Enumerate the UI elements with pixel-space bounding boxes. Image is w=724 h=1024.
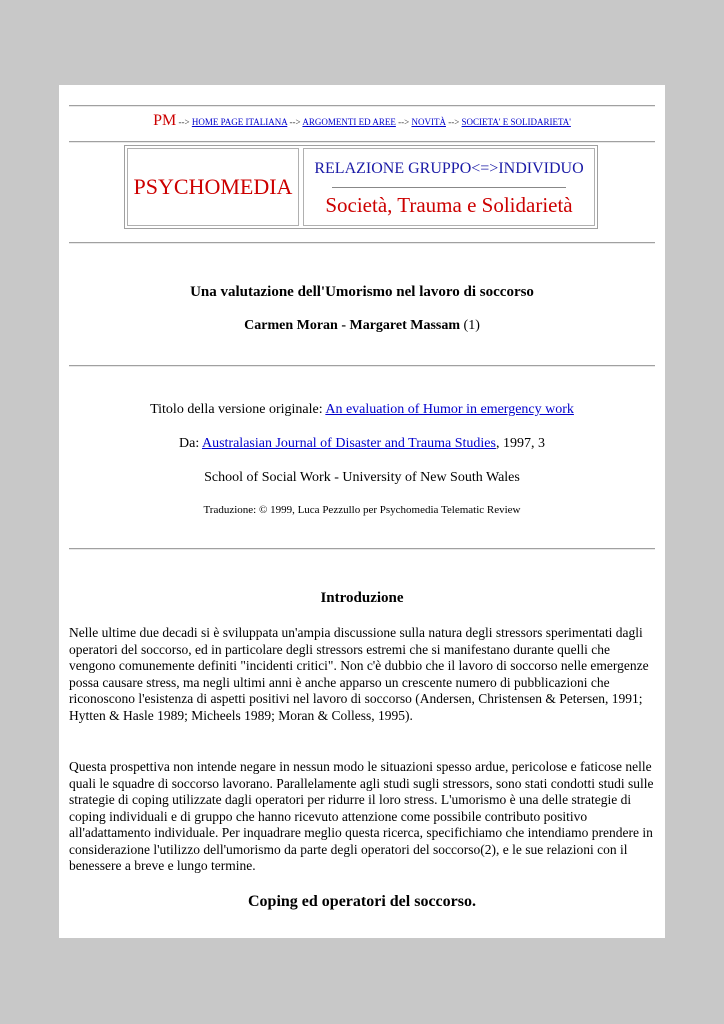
brand-title: PSYCHOMEDIA [127, 148, 299, 226]
source-line: Da: Australasian Journal of Disaster and Trauma Studies, 1997, 3 [179, 436, 545, 451]
nav-link-argomenti[interactable]: ARGOMENTI ED AREE [302, 117, 396, 127]
divider [69, 365, 655, 367]
nav-link-novita[interactable]: NOVITÀ [411, 117, 446, 127]
divider [69, 141, 655, 143]
section-heading-introduzione: Introduzione [320, 590, 404, 606]
original-title-link[interactable]: An evaluation of Humor in emergency work [325, 402, 574, 417]
breadcrumb: PM --> HOME PAGE ITALIANA --> ARGOMENTI ED AREE --> NOVITÀ --> SOCIETA' E SOLIDARIETA' [153, 112, 571, 129]
pm-label: PM [153, 112, 177, 129]
nav-link-home[interactable]: HOME PAGE ITALIANA [191, 117, 288, 127]
nav-link-societa[interactable]: SOCIETA' E SOLIDARIETA' [461, 117, 571, 127]
subsection-title: Società, Trauma e Solidarietà [325, 193, 573, 217]
divider [69, 242, 655, 244]
header-banner [124, 145, 598, 229]
article-authors: Carmen Moran - Margaret Massam (1) [244, 318, 480, 333]
section-divider [332, 187, 566, 188]
article-title: Una valutazione dell'Umorismo nel lavoro di soccorso [190, 284, 534, 300]
original-title-line: Titolo della versione originale: An evaluation of Humor in emergency work [150, 402, 574, 417]
journal-link[interactable]: Australasian Journal of Disaster and Trauma Studies [201, 436, 496, 451]
affiliation: School of Social Work - University of New South Wales [204, 470, 520, 485]
divider [69, 548, 655, 550]
translation-credit: Traduzione: © 1999, Luca Pezzullo per Psychomedia Telematic Review [203, 504, 521, 516]
document-page [59, 85, 665, 938]
section-title: RELAZIONE GRUPPO<=>INDIVIDUO [314, 160, 584, 177]
divider [69, 105, 655, 107]
section-box [303, 148, 595, 226]
section-heading-coping: Coping ed operatori del soccorso. [248, 893, 476, 910]
paragraph: Nelle ultime due decadi si è sviluppata un'ampia discussione sulla natura degli stressors sperimentati dagli operatori del soccorso, ed in particolare degli stressors estremi che si manifestano durante quelli che vengono comunemente definiti "incidenti critici". Non c'è dubbio che il lavoro di soccorso nelle emergenze possa causare stress, ma negli ultimi anni è anche apparso un crescente numero di pubblicazioni che riconoscono l'esistenza di aspetti positivi nel lavoro di soccorso (Andersen, Christensen & Petersen, 1991; Hytten & Hasle 1989; Micheels 1989; Moran & Colless, 1995). [69, 625, 649, 723]
paragraph: Questa prospettiva non intende negare in nessun modo le situazioni spesso ardue, pericolose e faticose nelle quali le squadre di soccorso lavorano. Parallelamente agli studi sugli stressors, sono stati condotti studi sulle strategie di coping utilizzate dagli operatori per ridurre il loro stress. L'umorismo è una delle strategie di coping individuali e di gruppo che hanno ricevuto attenzione come possibile contributo positivo all'adattamento individuale. Per inquadrare meglio questa ricerca, specifichiamo che intendiamo prendere in considerazione l'utilizzo dell'umorismo da parte degli operatori del soccorso(2), e le sue relazioni con il benessere a breve e lungo termine. [69, 759, 654, 873]
